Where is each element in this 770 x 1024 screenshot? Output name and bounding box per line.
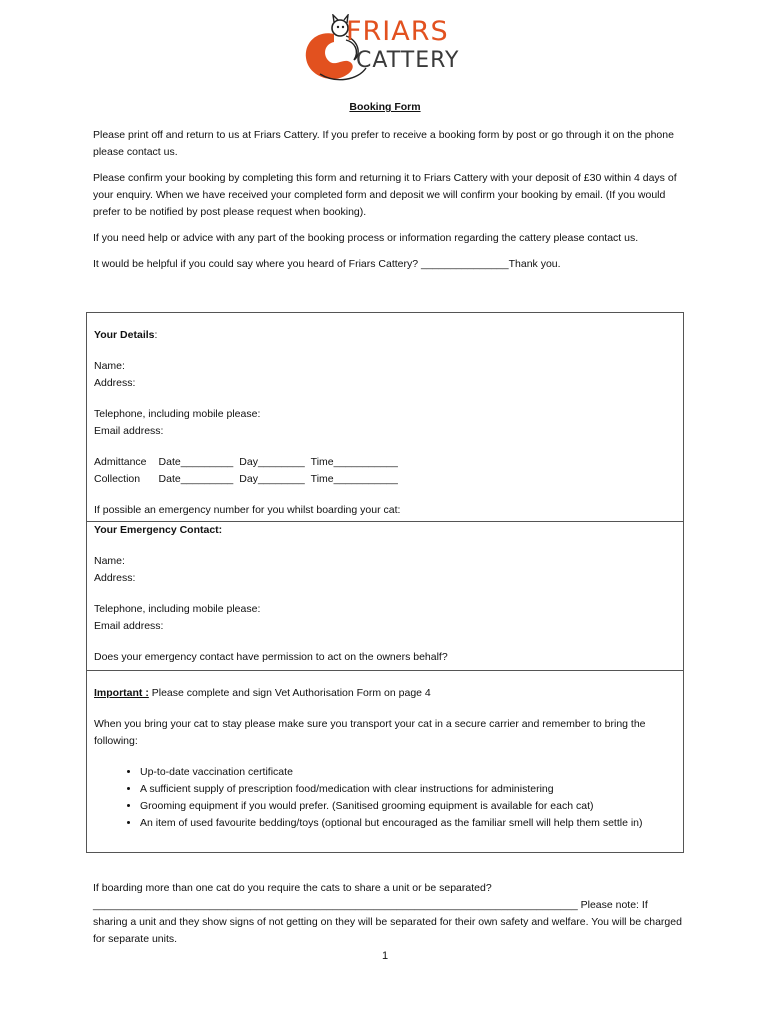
permission-question[interactable]: Does your emergency contact have permission to act on the owners behalf? (94, 651, 448, 663)
page-number: 1 (381, 950, 389, 962)
collection-time-field[interactable]: Time___________ (310, 473, 398, 485)
admittance-date-field[interactable]: Date_________ (158, 456, 234, 468)
intro-paragraph: If you need help or advice with any part of the booking process or information regarding the cattery please contact us. (93, 232, 639, 244)
page-title: Booking Form (349, 101, 421, 113)
your-details-heading: Your Details (94, 329, 155, 341)
emergency-email-field[interactable]: Email address: (94, 620, 164, 632)
intro-section (93, 127, 683, 282)
admittance-row (94, 454, 404, 471)
important-text: Please complete and sign Vet Authorisation Form on page 4 (148, 687, 431, 699)
emergency-telephone-field[interactable]: Telephone, including mobile please: (94, 603, 261, 615)
collection-day-field[interactable]: Day________ (239, 473, 305, 485)
important-label: Important : (94, 687, 149, 699)
list-item: • An item of used favourite bedding/toys (optional but encouraged as the familiar smell will help them settle in) (140, 815, 675, 832)
collection-row (94, 471, 404, 488)
list-item: • Grooming equipment if you would prefer. (Sanitised grooming equipment is available for each cat) (140, 798, 675, 815)
admittance-time-field[interactable]: Time___________ (310, 456, 398, 468)
sharing-section (93, 880, 683, 948)
collection-date-field[interactable]: Date_________ (158, 473, 234, 485)
list-item: • A sufficient supply of prescription food/medication with clear instructions for administering (140, 781, 675, 798)
bring-intro: When you bring your cat to stay please make sure you transport your cat in a secure carrier and remember to bring the following: (94, 718, 646, 747)
emergency-contact-heading: Your Emergency Contact: (94, 524, 223, 536)
bring-list (94, 764, 675, 832)
important-box (86, 670, 684, 853)
emergency-address-field[interactable]: Address: (94, 572, 136, 584)
collection-label: Collection (94, 473, 141, 485)
sharing-question: If boarding more than one cat do you require the cats to share a unit or be separated? (93, 882, 492, 894)
sharing-answer-line[interactable]: ___________________________________________________________________________________ Please note: If sharing a unit and they show signs of not getting on they will be separated for their own safety and welfare. You will be charged for separate units. (93, 899, 682, 945)
dates-table (94, 454, 404, 488)
email-field[interactable]: Email address: (94, 425, 164, 437)
intro-paragraph: Please confirm your booking by completing this form and returning it to Friars Cattery with your deposit of £30 within 4 days of your enquiry. When we have received your completed form and deposit we will confirm your booking by email. (If you would prefer to be notified by post please request when booking). (93, 172, 677, 218)
telephone-field[interactable]: Telephone, including mobile please: (94, 408, 261, 420)
your-details-box (86, 312, 684, 522)
emergency-name-field[interactable]: Name: (94, 555, 125, 567)
emergency-number-field[interactable]: If possible an emergency number for you whilst boarding your cat: (94, 504, 401, 516)
address-field[interactable]: Address: (94, 377, 136, 389)
logo-text-cattery: CATTERY (356, 48, 460, 73)
friars-cattery-logo (300, 14, 480, 86)
heading-colon: : (154, 329, 158, 341)
intro-paragraph: Please print off and return to us at Friars Cattery. If you prefer to receive a booking form by post or go through it on the phone please contact us. (93, 129, 674, 158)
list-item: • Up-to-date vaccination certificate (140, 764, 675, 781)
intro-paragraph: It would be helpful if you could say where you heard of Friars Cattery? _______________Thank you. (93, 258, 561, 270)
logo-text-friars: FRIARS (346, 16, 449, 47)
name-field[interactable]: Name: (94, 360, 125, 372)
emergency-contact-box (86, 521, 684, 671)
admittance-label: Admittance (94, 456, 147, 468)
admittance-day-field[interactable]: Day________ (239, 456, 305, 468)
